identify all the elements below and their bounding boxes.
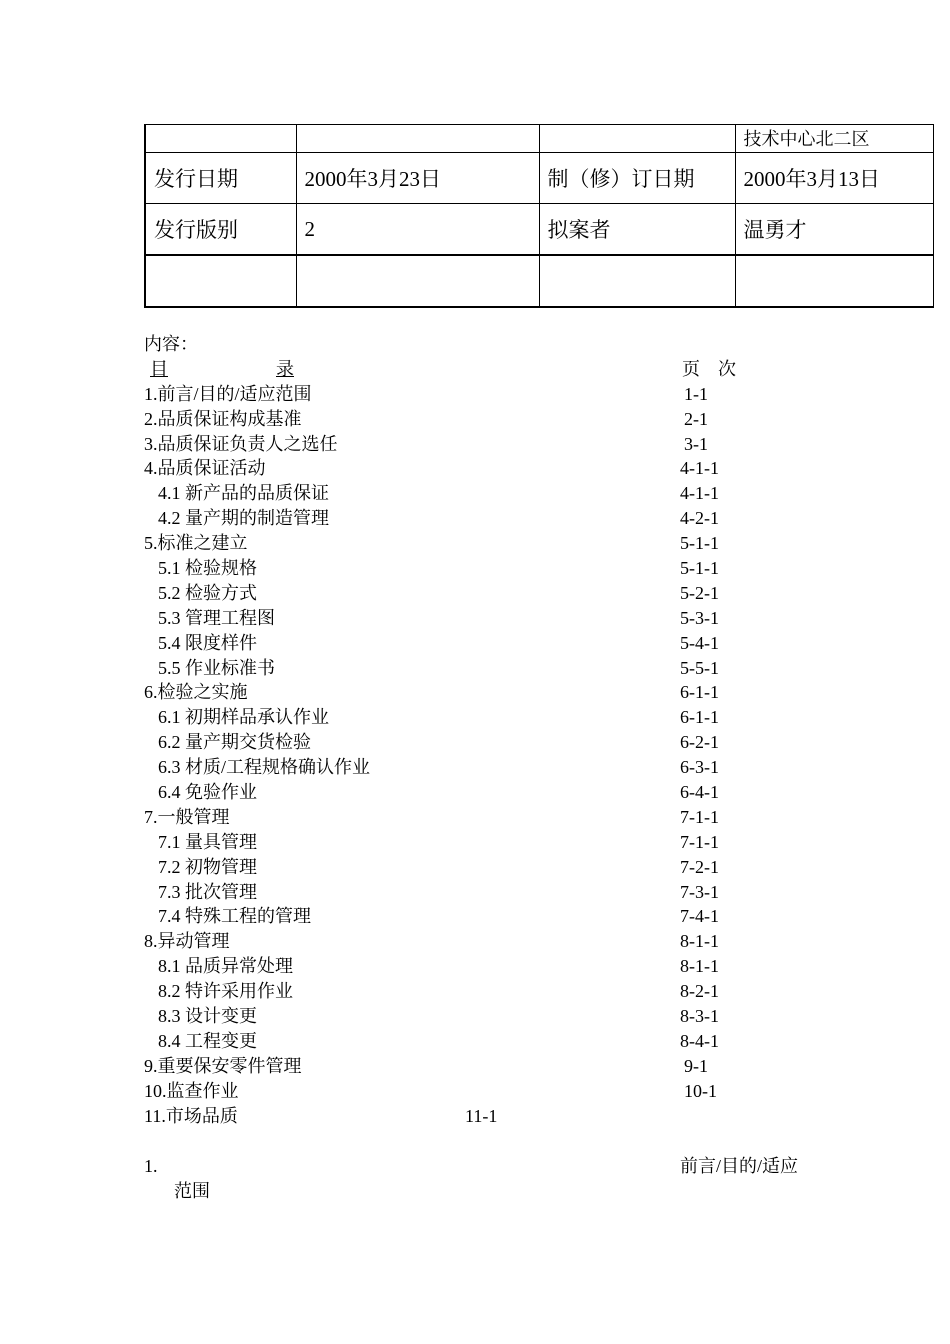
toc-entry xyxy=(144,456,844,481)
toc-entry-page: 7-1-1 xyxy=(680,806,719,827)
toc-entry-title: 8.1 品质异常处理 xyxy=(158,956,293,977)
toc-entry-title: 4.1 新产品的品质保证 xyxy=(158,483,329,504)
toc-heading-left: 目 录 xyxy=(150,358,294,379)
revision-date-value: 2000年3月13日 xyxy=(735,153,933,204)
toc-entry xyxy=(144,1029,844,1054)
toc-entry-title: 4.2 量产期的制造管理 xyxy=(158,508,329,529)
toc-entry-title: 7.2 初物管理 xyxy=(158,856,257,877)
table-of-contents xyxy=(144,332,844,1129)
header-row-version xyxy=(145,204,933,256)
toc-entry-title: 5.2 检验方式 xyxy=(158,582,257,603)
toc-entry-page: 6-3-1 xyxy=(680,757,719,778)
header-row-dates xyxy=(145,153,933,204)
toc-entry xyxy=(144,805,844,830)
header-cell xyxy=(145,125,296,153)
toc-entry-title: 3.品质保证负责人之选任 xyxy=(144,433,338,454)
toc-entry-title: 8.3 设计变更 xyxy=(158,1006,257,1027)
header-cell xyxy=(539,255,735,307)
toc-entry-title: 5.5 作业标准书 xyxy=(158,657,275,678)
toc-entry-page: 10-1 xyxy=(684,1080,717,1101)
toc-entry xyxy=(144,730,844,755)
toc-entry-title: 5.3 管理工程图 xyxy=(158,607,275,628)
toc-entry xyxy=(144,680,844,705)
toc-entry xyxy=(144,705,844,730)
revision-date-label: 制（修）订日期 xyxy=(539,153,735,204)
toc-entry xyxy=(144,1054,844,1079)
toc-entry-page: 4-2-1 xyxy=(680,508,719,529)
toc-entry-page: 7-2-1 xyxy=(680,856,719,877)
toc-entry xyxy=(144,1004,844,1029)
header-cell xyxy=(296,125,539,153)
toc-entry xyxy=(144,506,844,531)
toc-entry-page: 5-1-1 xyxy=(680,558,719,579)
toc-entry-page: 8-1-1 xyxy=(680,931,719,952)
issue-date-label: 发行日期 xyxy=(145,153,296,204)
toc-entry-title: 8.异动管理 xyxy=(144,931,230,952)
toc-entry xyxy=(144,904,844,929)
toc-entry-title: 5.标准之建立 xyxy=(144,533,248,554)
toc-entry-page: 5-1-1 xyxy=(680,533,719,554)
toc-entry-title: 6.1 初期样品承认作业 xyxy=(158,707,329,728)
toc-entry xyxy=(144,556,844,581)
toc-entry xyxy=(144,780,844,805)
toc-entry-page: 6-4-1 xyxy=(680,782,719,803)
toc-entry-page: 5-3-1 xyxy=(680,607,719,628)
toc-entry xyxy=(144,880,844,905)
toc-heading-right: 页 次 xyxy=(682,358,736,379)
toc-entry xyxy=(144,382,844,407)
toc-entry-title: 10.监查作业 xyxy=(144,1080,239,1101)
toc-entry-title: 7.3 批次管理 xyxy=(158,881,257,902)
section-title-line1: 前言/目的/适应 xyxy=(680,1156,799,1176)
toc-entry-page: 2-1 xyxy=(684,408,708,429)
toc-entry-page: 3-1 xyxy=(684,433,708,454)
toc-entry xyxy=(144,481,844,506)
header-cell xyxy=(296,255,539,307)
version-label: 发行版别 xyxy=(145,204,296,256)
header-row-location xyxy=(145,125,933,153)
toc-entry-title: 6.3 材质/工程规格确认作业 xyxy=(158,757,370,778)
toc-intro-line xyxy=(144,332,844,357)
toc-entry-page: 5-2-1 xyxy=(680,582,719,603)
toc-entry-title: 7.一般管理 xyxy=(144,806,230,827)
toc-entry-page: 7-4-1 xyxy=(680,906,719,927)
header-row-empty xyxy=(145,255,933,307)
header-cell xyxy=(145,255,296,307)
document-header-table xyxy=(144,124,934,308)
toc-intro: 内容： xyxy=(144,334,198,354)
toc-entry-page: 8-1-1 xyxy=(680,956,719,977)
toc-entry-page: 7-3-1 xyxy=(680,881,719,902)
version-value: 2 xyxy=(296,204,539,256)
toc-entry-page: 8-2-1 xyxy=(680,981,719,1002)
toc-entry-title: 1.前言/目的/适应范围 xyxy=(144,383,312,404)
toc-entry-page: 7-1-1 xyxy=(680,831,719,852)
toc-entry xyxy=(144,954,844,979)
drafter-label: 拟案者 xyxy=(539,204,735,256)
toc-entry xyxy=(144,581,844,606)
toc-entry xyxy=(144,755,844,780)
toc-entry xyxy=(144,656,844,681)
toc-entry-page: 8-4-1 xyxy=(680,1030,719,1051)
toc-entry xyxy=(144,606,844,631)
toc-entry-page: 5-5-1 xyxy=(680,657,719,678)
toc-entry-page: 9-1 xyxy=(684,1055,708,1076)
toc-entry-title: 7.4 特殊工程的管理 xyxy=(158,906,311,927)
toc-entry-title: 5.1 检验规格 xyxy=(158,558,257,579)
toc-entry xyxy=(144,432,844,457)
toc-entry xyxy=(144,531,844,556)
toc-entry-title: 8.4 工程变更 xyxy=(158,1030,257,1051)
toc-entry-page: 6-1-1 xyxy=(680,707,719,728)
toc-entry-title: 4.品质保证活动 xyxy=(144,458,266,479)
toc-heading xyxy=(144,357,844,382)
toc-entry xyxy=(144,830,844,855)
toc-entry xyxy=(144,929,844,954)
drafter-value: 温勇才 xyxy=(735,204,933,256)
toc-entry-title: 6.2 量产期交货检验 xyxy=(158,732,311,753)
toc-entry-page: 11-1 xyxy=(465,1105,498,1126)
toc-entry-title: 5.4 限度样件 xyxy=(158,632,257,653)
toc-entry xyxy=(144,631,844,656)
toc-entry-title: 6.检验之实施 xyxy=(144,682,248,703)
toc-entry-page: 6-2-1 xyxy=(680,732,719,753)
toc-entry-title: 7.1 量具管理 xyxy=(158,831,257,852)
toc-entry-title: 9.重要保安零件管理 xyxy=(144,1055,302,1076)
toc-entry-page: 5-4-1 xyxy=(680,632,719,653)
toc-entry xyxy=(144,1104,844,1129)
section-title-line2: 范围 xyxy=(174,1181,210,1201)
toc-items xyxy=(144,382,844,1129)
toc-entry-page: 6-1-1 xyxy=(680,682,719,703)
toc-entry-title: 11.市场品质 xyxy=(144,1105,238,1126)
toc-entry xyxy=(144,855,844,880)
section-number: 1. xyxy=(144,1156,158,1176)
toc-entry-title: 8.2 特许采用作业 xyxy=(158,981,293,1002)
toc-entry-page: 4-1-1 xyxy=(680,458,719,479)
toc-entry-page: 4-1-1 xyxy=(680,483,719,504)
toc-entry-page: 8-3-1 xyxy=(680,1006,719,1027)
header-cell xyxy=(735,255,933,307)
toc-entry-title: 2.品质保证构成基准 xyxy=(144,408,302,429)
toc-entry-title: 6.4 免验作业 xyxy=(158,782,257,803)
issue-date-value: 2000年3月23日 xyxy=(296,153,539,204)
toc-entry xyxy=(144,979,844,1004)
header-department: 技术中心北二区 xyxy=(735,125,933,153)
toc-entry xyxy=(144,407,844,432)
toc-entry xyxy=(144,1079,844,1104)
header-cell xyxy=(539,125,735,153)
toc-entry-page: 1-1 xyxy=(684,383,708,404)
